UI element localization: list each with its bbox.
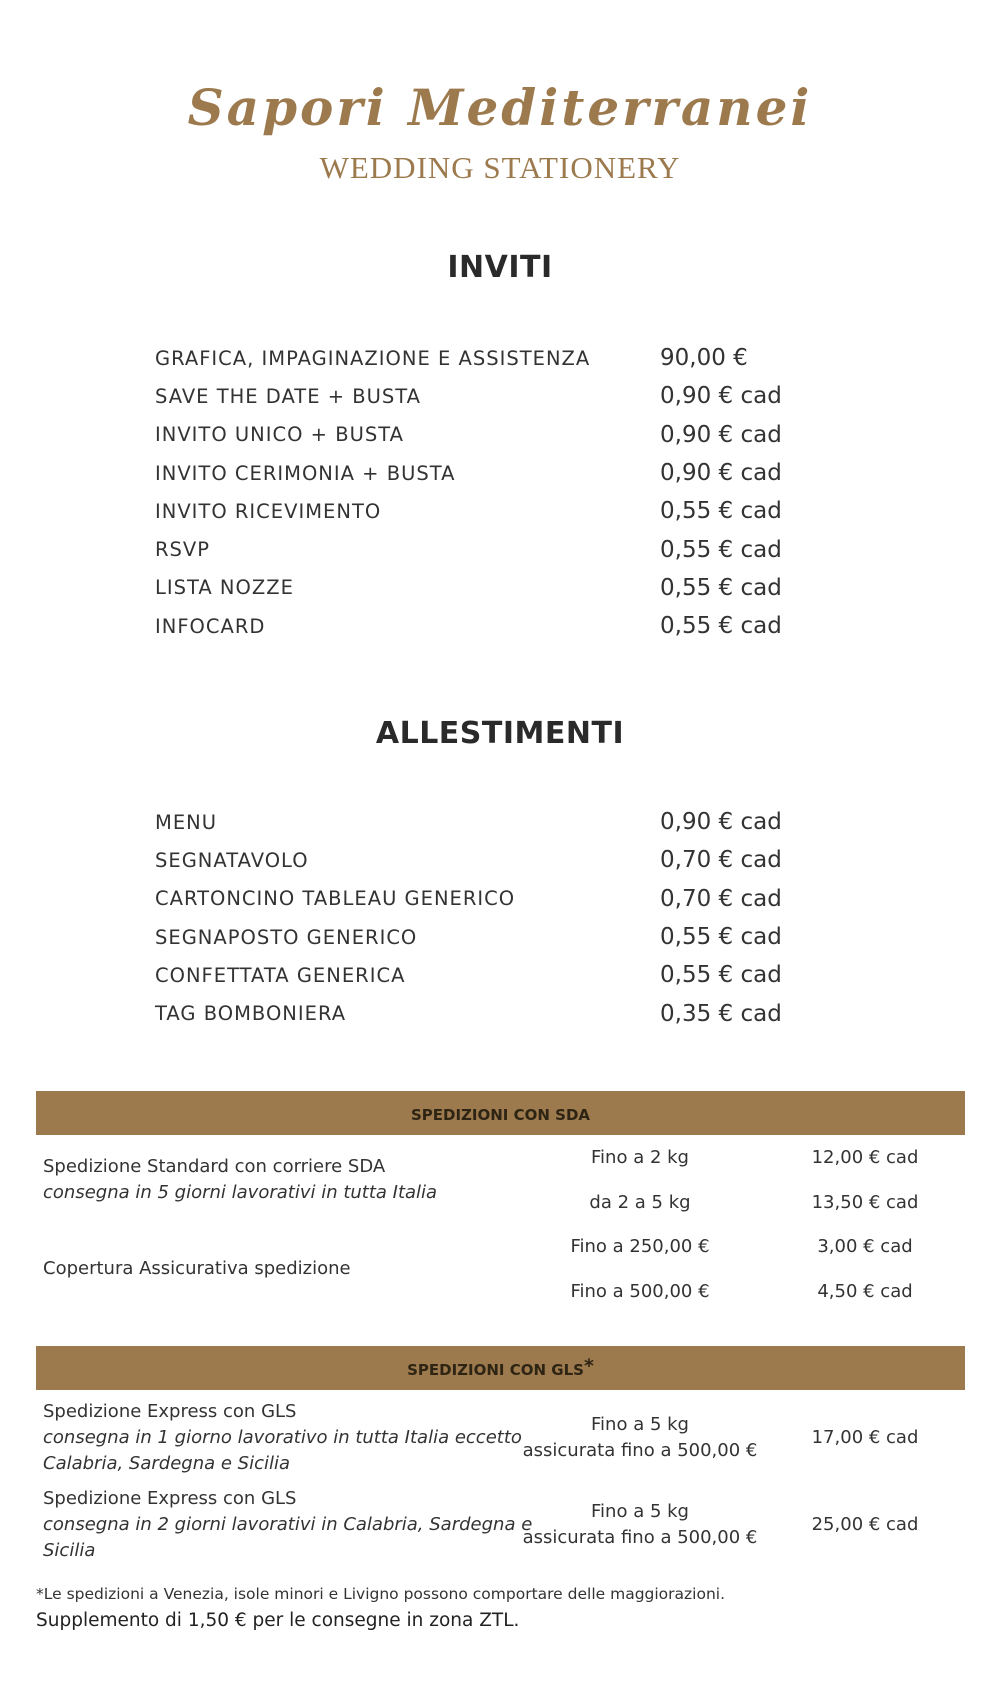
gls-express1-note-2: Calabria, Sardegna e Sicilia (43, 1453, 291, 1474)
item-price: 90,00 € (660, 345, 748, 372)
sda-weight-1: Fino a 2 kg (591, 1147, 689, 1168)
item-label: CONFETTATA GENERICA (155, 963, 406, 987)
sda-price-1: 12,00 € cad (811, 1147, 919, 1168)
item-label: INVITO CERIMONIA + BUSTA (155, 461, 456, 485)
sda-header-band: SPEDIZIONI CON SDA (36, 1091, 965, 1135)
item-label: RSVP (155, 538, 211, 562)
gls-express1-insured: assicurata fino a 500,00 € (522, 1440, 758, 1461)
gls-express2-price: 25,00 € cad (811, 1514, 919, 1535)
item-price: 0,55 € cad (660, 962, 782, 989)
list-item (155, 994, 795, 1032)
gls-express1-label: Spedizione Express con GLS (43, 1401, 297, 1422)
item-label: SEGNAPOSTO GENERICO (155, 925, 418, 949)
list-item (155, 454, 795, 492)
gls-asterisk: * (583, 1355, 594, 1377)
inviti-price-list (155, 339, 795, 645)
item-label: CARTONCINO TABLEAU GENERICO (155, 887, 516, 911)
ztl-note: Supplemento di 1,50 € per le consegne in zona ZTL. (36, 1610, 520, 1631)
list-item (155, 956, 795, 994)
item-price: 0,55 € cad (660, 924, 782, 951)
sda-price-2: 13,50 € cad (811, 1192, 919, 1213)
list-item (155, 339, 795, 377)
sda-insurance-price-2: 4,50 € cad (817, 1281, 913, 1302)
section-title-allestimenti: ALLESTIMENTI (375, 716, 625, 751)
item-price: 0,70 € cad (660, 847, 782, 874)
item-price: 0,90 € cad (660, 383, 782, 410)
list-item (155, 416, 795, 454)
footnote: *Le spedizioni a Venezia, isole minori e Livigno possono comportare delle maggiorazioni. (36, 1585, 726, 1603)
gls-express1-weight: Fino a 5 kg (591, 1414, 689, 1435)
item-label: LISTA NOZZE (155, 576, 294, 600)
sda-standard-note: consegna in 5 giorni lavorativi in tutta Italia (43, 1182, 438, 1203)
item-label: TAG BOMBONIERA (155, 1002, 347, 1026)
sda-standard-label: Spedizione Standard con corriere SDA (43, 1156, 386, 1177)
item-label: INVITO UNICO + BUSTA (155, 423, 404, 447)
item-label: MENU (155, 810, 218, 834)
item-price: 0,90 € cad (660, 421, 782, 448)
gls-express1-note-1: consegna in 1 giorno lavorativo in tutta Italia eccetto (43, 1427, 522, 1448)
allestimenti-price-list (155, 803, 795, 1033)
item-price: 0,55 € cad (660, 574, 782, 601)
gls-express2-insured: assicurata fino a 500,00 € (522, 1527, 758, 1548)
list-item (155, 607, 795, 645)
item-price: 0,70 € cad (660, 885, 782, 912)
list-item (155, 880, 795, 918)
list-item (155, 569, 795, 607)
list-item (155, 918, 795, 956)
gls-title: SPEDIZIONI CON GLS (407, 1361, 584, 1379)
item-price: 0,55 € cad (660, 536, 782, 563)
list-item (155, 377, 795, 415)
item-price: 0,55 € cad (660, 498, 782, 525)
gls-express2-label: Spedizione Express con GLS (43, 1488, 297, 1509)
gls-express2-note-1: consegna in 2 giorni lavorativi in Calabria, Sardegna e (43, 1514, 533, 1535)
item-price: 0,90 € cad (660, 460, 782, 487)
item-price: 0,90 € cad (660, 809, 782, 836)
section-title-inviti: INVITI (447, 250, 553, 285)
item-label: INFOCARD (155, 614, 266, 638)
list-item (155, 803, 795, 841)
item-label: INVITO RICEVIMENTO (155, 499, 382, 523)
sda-insurance-2: Fino a 500,00 € (570, 1281, 710, 1302)
gls-express1-price: 17,00 € cad (811, 1427, 919, 1448)
sda-insurance-1: Fino a 250,00 € (570, 1236, 710, 1257)
item-price: 0,35 € cad (660, 1000, 782, 1027)
brand-subtitle: WEDDING STATIONERY (319, 150, 681, 185)
list-item (155, 530, 795, 568)
item-label: SAVE THE DATE + BUSTA (155, 384, 422, 408)
sda-insurance-label: Copertura Assicurativa spedizione (43, 1258, 351, 1279)
gls-express2-note-2: Sicilia (43, 1540, 96, 1561)
gls-header-band (36, 1346, 965, 1390)
item-label: GRAFICA, IMPAGINAZIONE E ASSISTENZA (155, 346, 591, 370)
item-label: SEGNATAVOLO (155, 848, 309, 872)
item-price: 0,55 € cad (660, 613, 782, 640)
sda-weight-2: da 2 a 5 kg (589, 1192, 691, 1213)
gls-express2-weight: Fino a 5 kg (591, 1501, 689, 1522)
list-item (155, 492, 795, 530)
list-item (155, 841, 795, 879)
brand-title: Sapori Mediterranei (187, 78, 813, 137)
sda-insurance-price-1: 3,00 € cad (817, 1236, 913, 1257)
